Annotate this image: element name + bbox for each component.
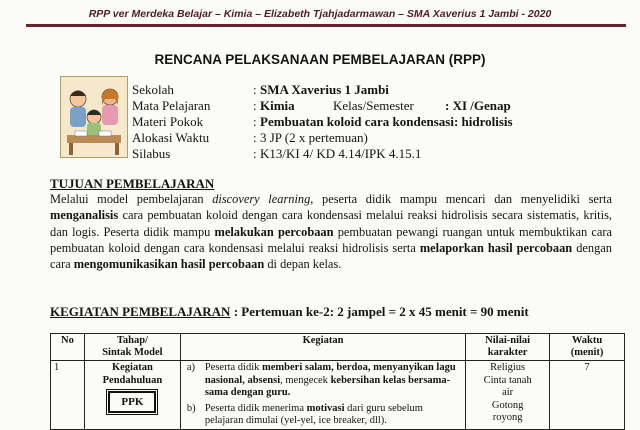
- document-title: RENCANA PELAKSANAAN PEMBELAJARAN (RPP): [154, 52, 486, 67]
- kegiatan-table: [50, 333, 625, 430]
- silabus-label: Silabus: [132, 146, 171, 161]
- running-header: RPP ver Merdeka Belajar – Kimia – Elizabeth Tjahjadarmawan – SMA Xaverius 1 Jambi - 2020: [88, 8, 552, 20]
- alokasi-colon: :: [253, 130, 257, 145]
- students-illustration: [60, 76, 128, 158]
- alokasi-value: 3 JP (2 x pertemuan): [260, 130, 368, 145]
- row-kegiatan: [180, 361, 465, 430]
- header-nilai: Nilai-nilai karakter: [466, 334, 550, 361]
- silabus-value: K13/KI 4/ KD 4.14/IPK 4.15.1: [260, 146, 422, 161]
- kegiatan-detail: : Pertemuan ke-2: 2 jampel = 2 x 45 menit = 90 menit: [230, 304, 529, 319]
- sekolah-label: Sekolah: [132, 82, 174, 97]
- header-kegiatan: Kegiatan: [180, 334, 465, 361]
- mapel-value: Kimia: [260, 98, 295, 113]
- sekolah-colon: :: [253, 82, 257, 97]
- header-rule: [26, 24, 626, 27]
- row-waktu: 7: [550, 361, 625, 430]
- row-nilai: Religius Cinta tanah air Gotong royong: [466, 361, 550, 430]
- materi-colon: :: [253, 114, 257, 129]
- table-header-row: [51, 334, 625, 361]
- tujuan-heading: TUJUAN PEMBELAJARAN: [50, 176, 215, 191]
- students-drawing-icon: [61, 77, 127, 157]
- mapel-colon: :: [253, 98, 257, 113]
- tujuan-paragraph: Melalui model pembelajaran discovery learning, peserta didik mampu mencari dan menyelidiki serta menganalisis cara pembuatan koloid dengan cara kondensasi melalui reaksi hidrolisis secara sistematis, kritis, dan logis. Peserta didik mampu melakukan percobaan pembuatan pewangi ruangan untuk membuktikan cara pembuatan koloid dengan cara kondensasi melalui reaksi hidrolisis serta melaporkan hasil percobaan dengan cara mengomunikasikan hasil percobaan di depan kelas.: [50, 192, 612, 272]
- alokasi-label: Alokasi Waktu: [132, 130, 210, 145]
- ppk-badge: PPK: [108, 391, 156, 413]
- mapel-label: Mata Pelajaran: [132, 98, 211, 113]
- kelas-label: Kelas/Semester: [333, 98, 414, 113]
- activity-a: a) Peserta didik memberi salam, berdoa, menyanyikan lagu nasional, absensi, mengecek kebersihan kelas bersama-sama dengan guru.: [186, 362, 456, 398]
- sekolah-value: SMA Xaverius 1 Jambi: [260, 82, 389, 97]
- activity-b: b) Peserta didik menerima motivasi dari guru sebelum pelajaran dimulai (yel-yel, ice breaker, dll).: [186, 402, 423, 426]
- row-tahap: Kegiatan Pendahuluan PPK: [84, 361, 180, 430]
- table-row: [51, 361, 625, 430]
- header-tahap: Tahap/ Sintak Model: [84, 334, 180, 361]
- header-no: No: [51, 334, 85, 361]
- materi-label: Materi Pokok: [132, 114, 204, 129]
- row-no: 1: [51, 361, 85, 430]
- silabus-colon: :: [253, 146, 257, 161]
- kegiatan-heading-line: [50, 304, 529, 320]
- kelas-value: : XI /Genap: [445, 98, 511, 113]
- header-waktu: Waktu (menit): [550, 334, 625, 361]
- materi-value: Pembuatan koloid cara kondensasi: hidrolisis: [260, 114, 513, 129]
- kegiatan-heading: KEGIATAN PEMBELAJARAN: [50, 304, 231, 319]
